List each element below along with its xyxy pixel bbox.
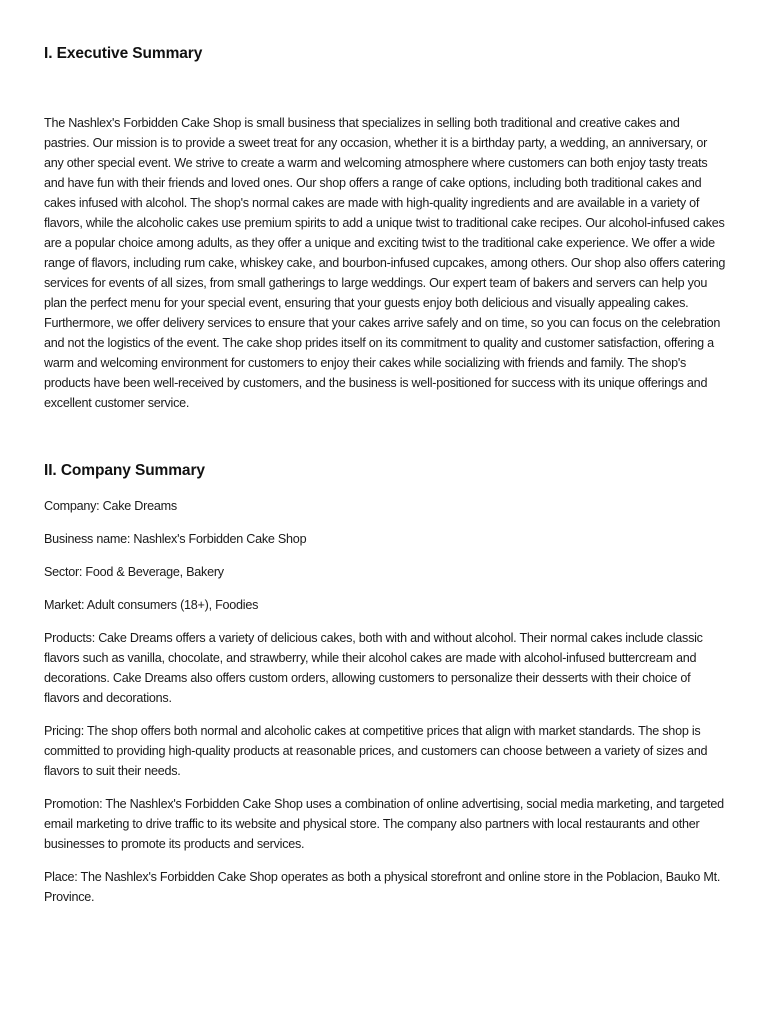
business-name-field: Business name: Nashlex's Forbidden Cake Shop bbox=[44, 532, 307, 546]
pricing-paragraph: Pricing: The shop offers both normal and alcoholic cakes at competitive prices that align with market standards. The shop is committed to providing high-quality products at reasonable prices, and customers can choose between a variety of sizes and flavors to suit their needs. bbox=[44, 724, 708, 778]
company-summary-fields bbox=[44, 496, 724, 920]
sector-field: Sector: Food & Beverage, Bakery bbox=[44, 565, 224, 579]
place-paragraph: Place: The Nashlex's Forbidden Cake Shop operates as both a physical storefront and online store in the Poblacion, Bauko Mt. Province. bbox=[44, 870, 721, 904]
executive-summary-heading: I. Executive Summary bbox=[44, 45, 203, 62]
executive-summary-body: The Nashlex's Forbidden Cake Shop is small business that specializes in selling both traditional and creative cakes and pastries. Our mission is to provide a sweet treat for any occasion, whether it is a birthday party, a wedding, an anniversary, or any other special event. We strive to create a warm and welcoming atmosphere where customers can both enjoy tasty treats and have fun with their friends and loved ones. Our shop offers a range of cake options, including both traditional cakes and cakes infused with alcohol. The shop's normal cakes are made with high-quality ingredients and are available in a variety of flavors, while the alcoholic cakes use premium spirits to add a unique twist to traditional cake recipes. Our alcohol-infused cakes are a popular choice among adults, as they offer a unique and exciting twist to the traditional cake experience. We offer a wide range of flavors, including rum cake, whiskey cake, and bourbon-infused cupcakes, among others. Our shop also offers catering services for events of all sizes, from small gatherings to large weddings. Our expert team of bakers and servers can help you plan the perfect menu for your special event, ensuring that your guests enjoy both delicious and visually appealing cakes. Furthermore, we offer delivery services to ensure that your cakes arrive safely and on time, so you can focus on the celebration and not the logistics of the event. The cake shop prides itself on its commitment to quality and customer satisfaction, offering a warm and welcoming environment for customers to enjoy their cakes while socializing with friends and family. The shop's products have been well-received by customers, and the business is well-positioned for success with its unique offerings and excellent customer service. bbox=[44, 116, 726, 410]
products-paragraph: Products: Cake Dreams offers a variety of delicious cakes, both with and without alcohol. Their normal cakes include classic flavors such as vanilla, chocolate, and strawberry, while their alcohol cakes are made with alcohol-infused buttercream and decorations. Cake Dreams also offers custom orders, allowing customers to personalize their desserts with their choice of flavors and decorations. bbox=[44, 631, 703, 705]
company-summary-heading: II. Company Summary bbox=[44, 462, 205, 479]
market-field: Market: Adult consumers (18+), Foodies bbox=[44, 598, 259, 612]
promotion-paragraph: Promotion: The Nashlex's Forbidden Cake Shop uses a combination of online advertising, social media marketing, and targeted email marketing to drive traffic to its website and physical store. The company also partners with local restaurants and other businesses to promote its products and services. bbox=[44, 797, 724, 851]
company-field: Company: Cake Dreams bbox=[44, 499, 177, 513]
